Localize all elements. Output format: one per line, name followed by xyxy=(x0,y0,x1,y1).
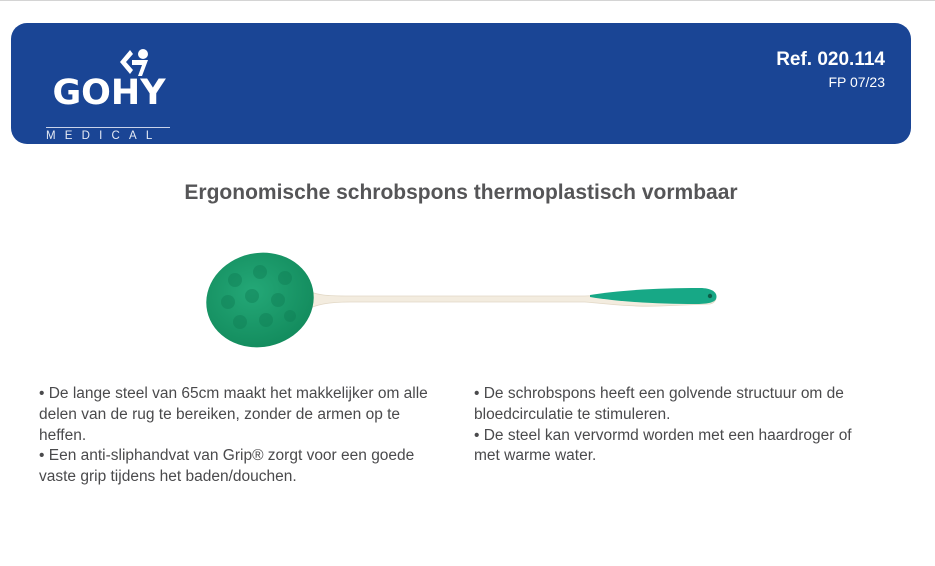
feature-grip: • Een anti-sliphandvat van Grip® zorgt voor een goede vaste grip tijdens het baden/douchen. xyxy=(39,447,415,486)
fp-code: FP 07/23 xyxy=(828,74,885,90)
header-banner xyxy=(11,23,911,144)
description-left xyxy=(39,384,439,488)
gohy-medical-logo xyxy=(44,48,174,142)
description-right xyxy=(474,384,874,467)
brand-name: GOHY xyxy=(52,73,166,113)
feature-wave-structure: • De schrobspons heeft een golvende structuur om de bloedcirculatie te stimuleren. xyxy=(474,385,844,423)
reference-code: Ref. 020.114 xyxy=(776,49,885,70)
feature-moldable: • De steel kan vervormd worden met een haardroger of met warme water. xyxy=(474,426,852,465)
feature-handle-length: • De lange steel van 65cm maakt het makkelijker om alle delen van de rug te bereiken, zonder de armen op te heffen. xyxy=(39,385,428,444)
brand-subtitle: MEDICAL xyxy=(46,130,162,142)
product-title: Ergonomische schrobspons thermoplastisch vormbaar xyxy=(184,181,738,204)
top-border xyxy=(0,0,935,1)
product-image xyxy=(190,240,730,360)
reference-block xyxy=(776,49,885,91)
logo-divider xyxy=(46,127,170,128)
